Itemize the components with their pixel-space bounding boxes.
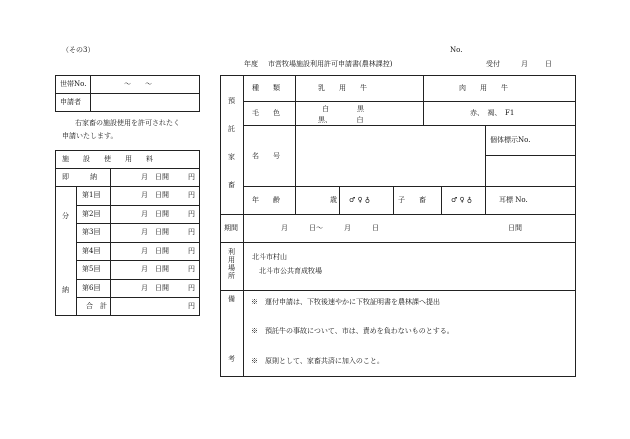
individual-id-label: 個体標示No. — [490, 136, 531, 144]
divider — [76, 260, 200, 261]
coat-color-dairy-1[interactable]: 白 黒 — [322, 105, 364, 113]
breed-label: 種 類 — [252, 84, 280, 92]
coat-color-label: 毛 色 — [252, 109, 280, 117]
installment-row-date[interactable]: 月 日開 — [141, 210, 169, 218]
received-day-label: 日 — [545, 60, 552, 68]
total-label: 合 計 — [86, 302, 107, 310]
period-range[interactable]: 月 日〜 月 日 — [281, 224, 379, 232]
divider — [90, 75, 91, 112]
period-days[interactable]: 日間 — [508, 224, 522, 232]
place-line-1: 北斗市村山 — [252, 253, 287, 261]
installment-row-label: 第2回 — [82, 210, 101, 218]
installment-row-label: 第1回 — [82, 191, 101, 199]
sex-symbols[interactable]: ♂ ♀ ♁ — [349, 196, 370, 204]
yen-label: 円 — [188, 210, 195, 218]
yen-label: 円 — [188, 265, 195, 273]
divider — [76, 223, 200, 224]
installment-label-bottom: 納 — [62, 286, 69, 294]
divider — [76, 297, 200, 298]
age-unit: 歳 — [330, 196, 337, 204]
divider — [243, 125, 576, 126]
installment-row-date[interactable]: 月 日開 — [141, 284, 169, 292]
yen-label: 円 — [188, 228, 195, 236]
installment-row-label: 第4回 — [82, 247, 101, 255]
name-label: 名 号 — [252, 152, 280, 160]
divider — [220, 242, 576, 243]
divider — [220, 290, 576, 291]
household-no-range[interactable]: 〜 〜 — [124, 80, 152, 88]
form-number-label: No. — [450, 46, 463, 54]
note-1: ※ 運付申請は、下牧後速やかに下牧証明書を農林課へ提出 — [251, 298, 440, 306]
fee-table-header: 施 設 使 用 料 — [62, 155, 153, 163]
divider — [76, 279, 200, 280]
divider — [220, 214, 576, 215]
dairy-cattle-option[interactable]: 乳 用 牛 — [318, 84, 367, 92]
household-no-label: 世帯No. — [60, 80, 87, 88]
note-3: ※ 原則として、家畜共済に加入のこと。 — [251, 357, 384, 365]
fiscal-year-label: 年度 — [244, 60, 258, 68]
beef-cattle-option[interactable]: 肉 用 牛 — [459, 84, 508, 92]
installment-row-label: 第5回 — [82, 265, 101, 273]
lump-payment-label: 即 納 — [62, 173, 97, 181]
divider — [295, 75, 296, 214]
calf-sex-symbols[interactable]: ♂ ♀ ♁ — [451, 196, 472, 204]
period-label: 期間 — [224, 224, 238, 232]
yen-label: 円 — [188, 173, 195, 181]
yen-label: 円 — [188, 302, 195, 310]
installment-row-date[interactable]: 月 日開 — [141, 228, 169, 236]
age-label: 年 齢 — [252, 196, 280, 204]
calf-label: 子 畜 — [398, 196, 426, 204]
yen-label: 円 — [188, 247, 195, 255]
coat-color-dairy-2[interactable]: 黒、 白 — [318, 116, 364, 124]
yen-label: 円 — [188, 191, 195, 199]
divider — [76, 205, 200, 206]
installment-row-date[interactable]: 月 日開 — [141, 265, 169, 273]
installment-row-date[interactable]: 月 日開 — [141, 191, 169, 199]
divider — [243, 186, 576, 187]
page-label: （その3） — [62, 46, 95, 54]
divider — [55, 168, 200, 169]
remarks-label-top: 備 — [228, 295, 235, 303]
request-text-cont: 申請いたします。 — [62, 132, 118, 140]
divider — [243, 101, 576, 102]
place-line-2: 北斗市公共育成牧場 — [259, 267, 322, 275]
received-label: 受付 — [486, 60, 500, 68]
divider — [485, 155, 576, 156]
remarks-label-bottom: 考 — [228, 355, 235, 363]
divider — [55, 93, 200, 94]
coat-color-beef[interactable]: 赤、 褐、 F1 — [470, 109, 515, 117]
installment-row-label: 第6回 — [82, 284, 101, 292]
ear-tag-label: 耳標 No. — [499, 196, 528, 204]
installment-row-label: 第3回 — [82, 228, 101, 236]
yen-label: 円 — [188, 284, 195, 292]
installment-label-top: 分 — [62, 212, 69, 220]
applicant-label: 申請者 — [60, 98, 81, 106]
divider — [76, 242, 200, 243]
received-month-label: 月 — [521, 60, 528, 68]
divider — [423, 75, 424, 125]
lump-payment-date[interactable]: 月 日開 — [141, 173, 169, 181]
request-text: 右家畜の施設使用を許可されたく — [75, 119, 180, 127]
form-title: 市営牧場施設利用許可申請書(農林課控) — [268, 60, 393, 68]
divider — [441, 186, 442, 214]
divider — [339, 186, 340, 214]
note-2: ※ 預託牛の事故について、市は、責めを負わないものとする。 — [251, 327, 454, 335]
divider — [485, 125, 486, 214]
divider — [393, 186, 394, 214]
divider — [243, 75, 244, 377]
installment-row-date[interactable]: 月 日開 — [141, 247, 169, 255]
